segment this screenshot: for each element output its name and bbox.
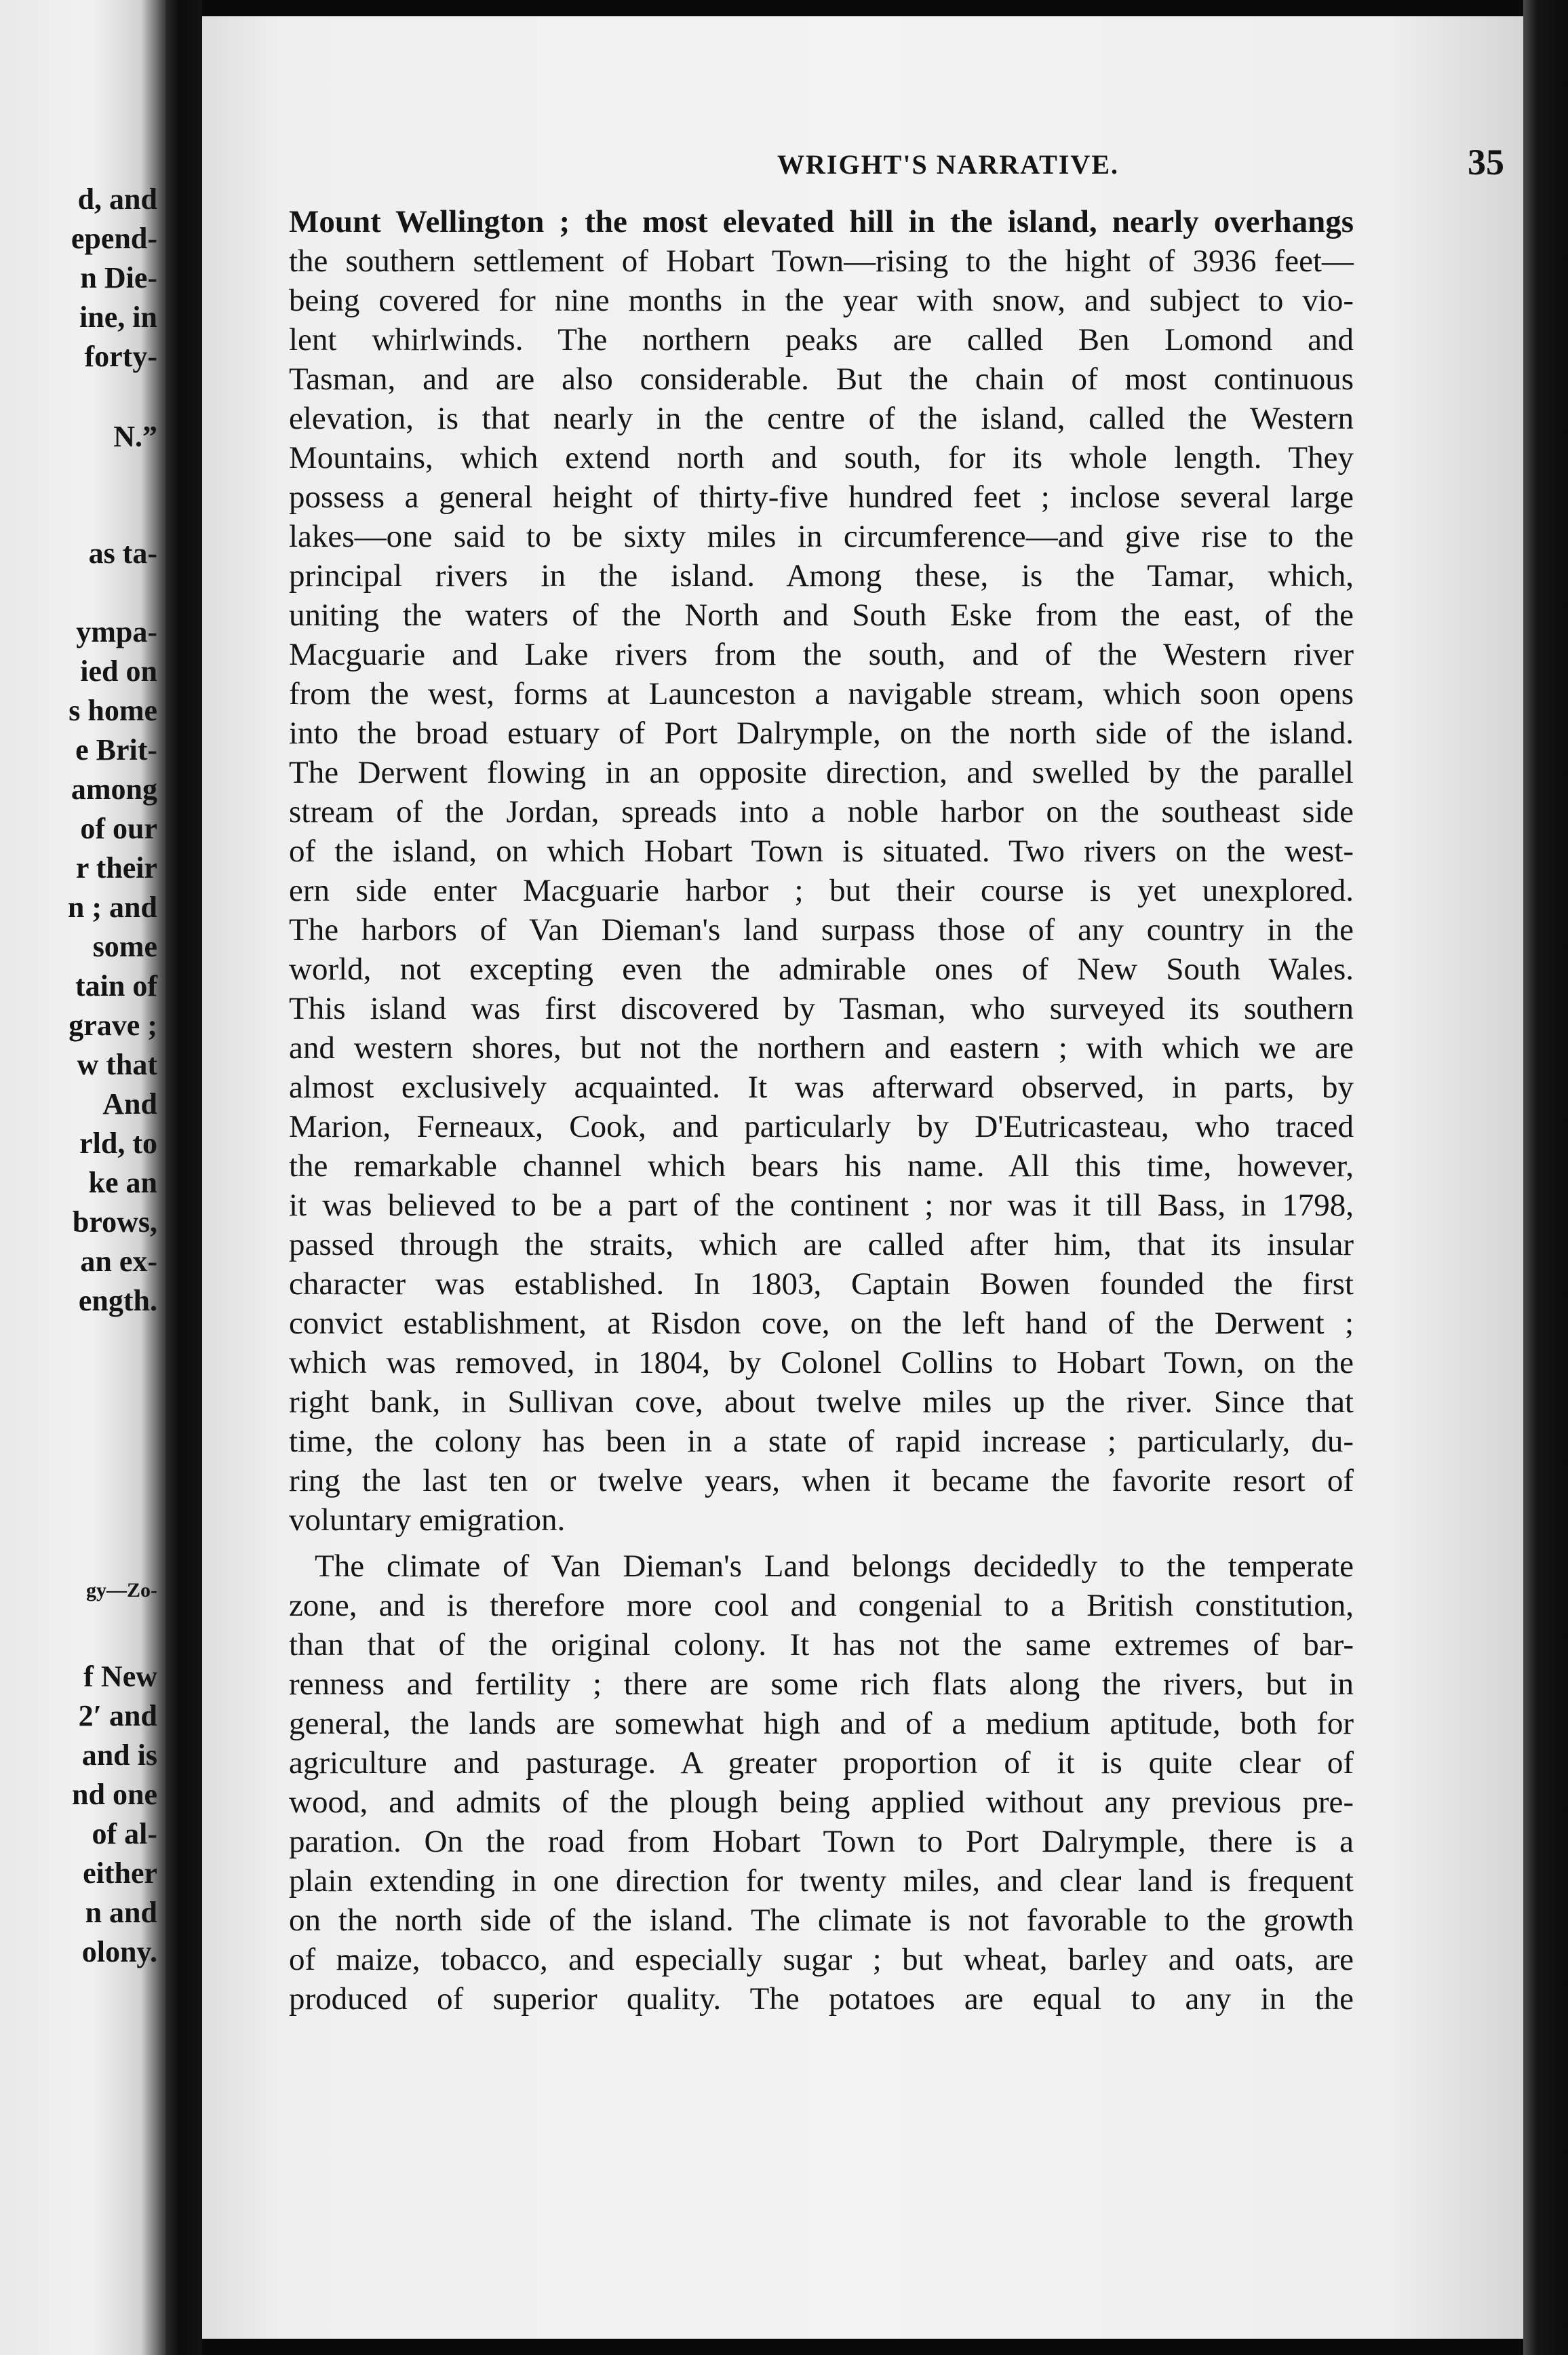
- left-page-text: r their: [75, 851, 157, 884]
- left-page-text: and is: [81, 1738, 157, 1772]
- text-line: the remarkable channel which bears his name. All this time, however,: [289, 1148, 1354, 1184]
- text-line: agriculture and pasturage. A greater proportion of it is quite clear of: [289, 1745, 1354, 1780]
- text-line: time, the colony has been in a state of rapid increase ; particularly, du-: [289, 1424, 1354, 1459]
- book-gutter: [165, 0, 202, 2355]
- left-page-text: n and: [85, 1896, 157, 1929]
- text-line: Tasman, and are also considerable. But the chain of most continuous: [289, 362, 1354, 397]
- text-line: general, the lands are somewhat high and of a medium aptitude, both for: [289, 1706, 1354, 1741]
- text-line: right bank, in Sullivan cove, about twelve miles up the river. Since that: [289, 1384, 1354, 1420]
- left-page-text: of our: [80, 812, 157, 845]
- left-page-text: of al-: [92, 1817, 157, 1850]
- text-line: The harbors of Van Dieman's land surpass those of any country in the: [289, 912, 1354, 948]
- text-line: world, not excepting even the admirable ones of New South Wales.: [289, 952, 1354, 987]
- text-line: lent whirlwinds. The northern peaks are called Ben Lomond and: [289, 322, 1354, 357]
- text-line: zone, and is therefore more cool and congenial to a British constitution,: [289, 1588, 1354, 1623]
- text-line: the southern settlement of Hobart Town—rising to the hight of 3936 feet—: [289, 244, 1354, 279]
- text-line: of maize, tobacco, and especially sugar ; but wheat, barley and oats, are: [289, 1942, 1354, 1977]
- text-line: plain extending in one direction for twenty miles, and clear land is frequent: [289, 1863, 1354, 1899]
- text-line: uniting the waters of the North and South Eske from the east, of the: [289, 598, 1354, 633]
- left-page-text: among: [71, 773, 157, 806]
- left-page-text: either: [83, 1856, 157, 1890]
- text-line: Mount Wellington ; the most elevated hill in the island, nearly overhangs: [289, 204, 1354, 239]
- left-page-text: forty-: [84, 340, 157, 373]
- left-page-text: grave ;: [68, 1009, 157, 1042]
- text-line: character was established. In 1803, Captain Bowen founded the first: [289, 1266, 1354, 1302]
- text-line: This island was first discovered by Tasman, who surveyed its southern: [289, 991, 1354, 1026]
- left-page-text: epend-: [71, 222, 157, 255]
- text-line: than that of the original colony. It has not the same extremes of bar-: [289, 1627, 1354, 1662]
- book-page: [202, 16, 1523, 2339]
- text-line: being covered for nine months in the year with snow, and subject to vio-: [289, 283, 1354, 318]
- text-line: Mountains, which extend north and south, for its whole length. They: [289, 440, 1354, 475]
- running-head: WRIGHT'S NARRATIVE.: [777, 149, 1119, 180]
- page-edge-shadow: [1523, 0, 1568, 2355]
- text-line: principal rivers in the island. Among these, is the Tamar, which,: [289, 558, 1354, 593]
- text-line: elevation, is that nearly in the centre of the island, called the Western: [289, 401, 1354, 436]
- text-line: and western shores, but not the northern and eastern ; with which we are: [289, 1030, 1354, 1066]
- text-line: produced of superior quality. The potatoes are equal to any in the: [289, 1981, 1354, 2017]
- left-page-text: ied on: [80, 655, 157, 688]
- left-page-text: n ; and: [67, 891, 157, 924]
- left-page-text: And: [102, 1087, 157, 1121]
- text-line: The Derwent flowing in an opposite direction, and swelled by the parallel: [289, 755, 1354, 790]
- text-line: The climate of Van Dieman's Land belongs decidedly to the temperate: [315, 1549, 1354, 1584]
- text-line: possess a general height of thirty-five hundred feet ; inclose several large: [289, 480, 1354, 515]
- text-line: paration. On the road from Hobart Town to Port Dalrymple, there is a: [289, 1824, 1354, 1859]
- left-page-text: n Die-: [80, 261, 157, 294]
- text-line: wood, and admits of the plough being applied without any previous pre-: [289, 1785, 1354, 1820]
- left-page-text: rld, to: [79, 1127, 157, 1160]
- left-page-text: 2′ and: [78, 1699, 157, 1732]
- text-line: convict establishment, at Risdon cove, on the left hand of the Derwent ;: [289, 1306, 1354, 1341]
- text-line: renness and fertility ; there are some rich flats along the rivers, but in: [289, 1667, 1354, 1702]
- left-page-text: s home: [68, 694, 157, 727]
- text-line: almost exclusively acquainted. It was afterward observed, in parts, by: [289, 1070, 1354, 1105]
- text-line: stream of the Jordan, spreads into a noble harbor on the southeast side: [289, 794, 1354, 830]
- left-page-text: w that: [77, 1048, 157, 1081]
- text-line: on the north side of the island. The climate is not favorable to the growth: [289, 1903, 1354, 1938]
- adjacent-page: [0, 0, 165, 2355]
- left-page-text: d, and: [77, 182, 157, 216]
- left-page-text: ength.: [78, 1284, 157, 1317]
- left-page-text: f New: [83, 1660, 157, 1693]
- text-line: ern side enter Macguarie harbor ; but their course is yet unexplored.: [289, 873, 1354, 908]
- left-page-text: gy—Zo-: [86, 1579, 157, 1601]
- left-page-text: ympa-: [76, 615, 157, 648]
- left-page-text: an ex-: [80, 1245, 157, 1278]
- left-page-text: olony.: [81, 1935, 157, 1968]
- left-page-text: nd one: [72, 1778, 157, 1811]
- left-page-text: as ta-: [88, 537, 157, 570]
- left-page-text: ine, in: [79, 300, 157, 334]
- text-line: Macguarie and Lake rivers from the south, and of the Western river: [289, 637, 1354, 672]
- page-number: 35: [1468, 142, 1504, 182]
- text-line: of the island, on which Hobart Town is situated. Two rivers on the west-: [289, 834, 1354, 869]
- left-page-text: tain of: [75, 969, 157, 1003]
- text-line: which was removed, in 1804, by Colonel Collins to Hobart Town, on the: [289, 1345, 1354, 1380]
- text-line: ring the last ten or twelve years, when it became the favorite resort of: [289, 1463, 1354, 1498]
- left-page-text: brows,: [72, 1205, 157, 1239]
- text-line: it was believed to be a part of the continent ; nor was it till Bass, in 1798,: [289, 1188, 1354, 1223]
- text-line: Marion, Ferneaux, Cook, and particularly by D'Eutricasteau, who traced: [289, 1109, 1354, 1144]
- text-line: into the broad estuary of Port Dalrymple, on the north side of the island.: [289, 716, 1354, 751]
- text-line: voluntary emigration.: [289, 1502, 566, 1538]
- left-page-text: e Brit-: [75, 733, 157, 766]
- left-page-text: ke an: [88, 1166, 157, 1199]
- left-page-text: some: [92, 930, 157, 963]
- text-line: passed through the straits, which are called after him, that its insular: [289, 1227, 1354, 1262]
- text-line: from the west, forms at Launceston a navigable stream, which soon opens: [289, 676, 1354, 712]
- text-line: lakes—one said to be sixty miles in circumference—and give rise to the: [289, 519, 1354, 554]
- left-page-text: N.”: [113, 420, 157, 453]
